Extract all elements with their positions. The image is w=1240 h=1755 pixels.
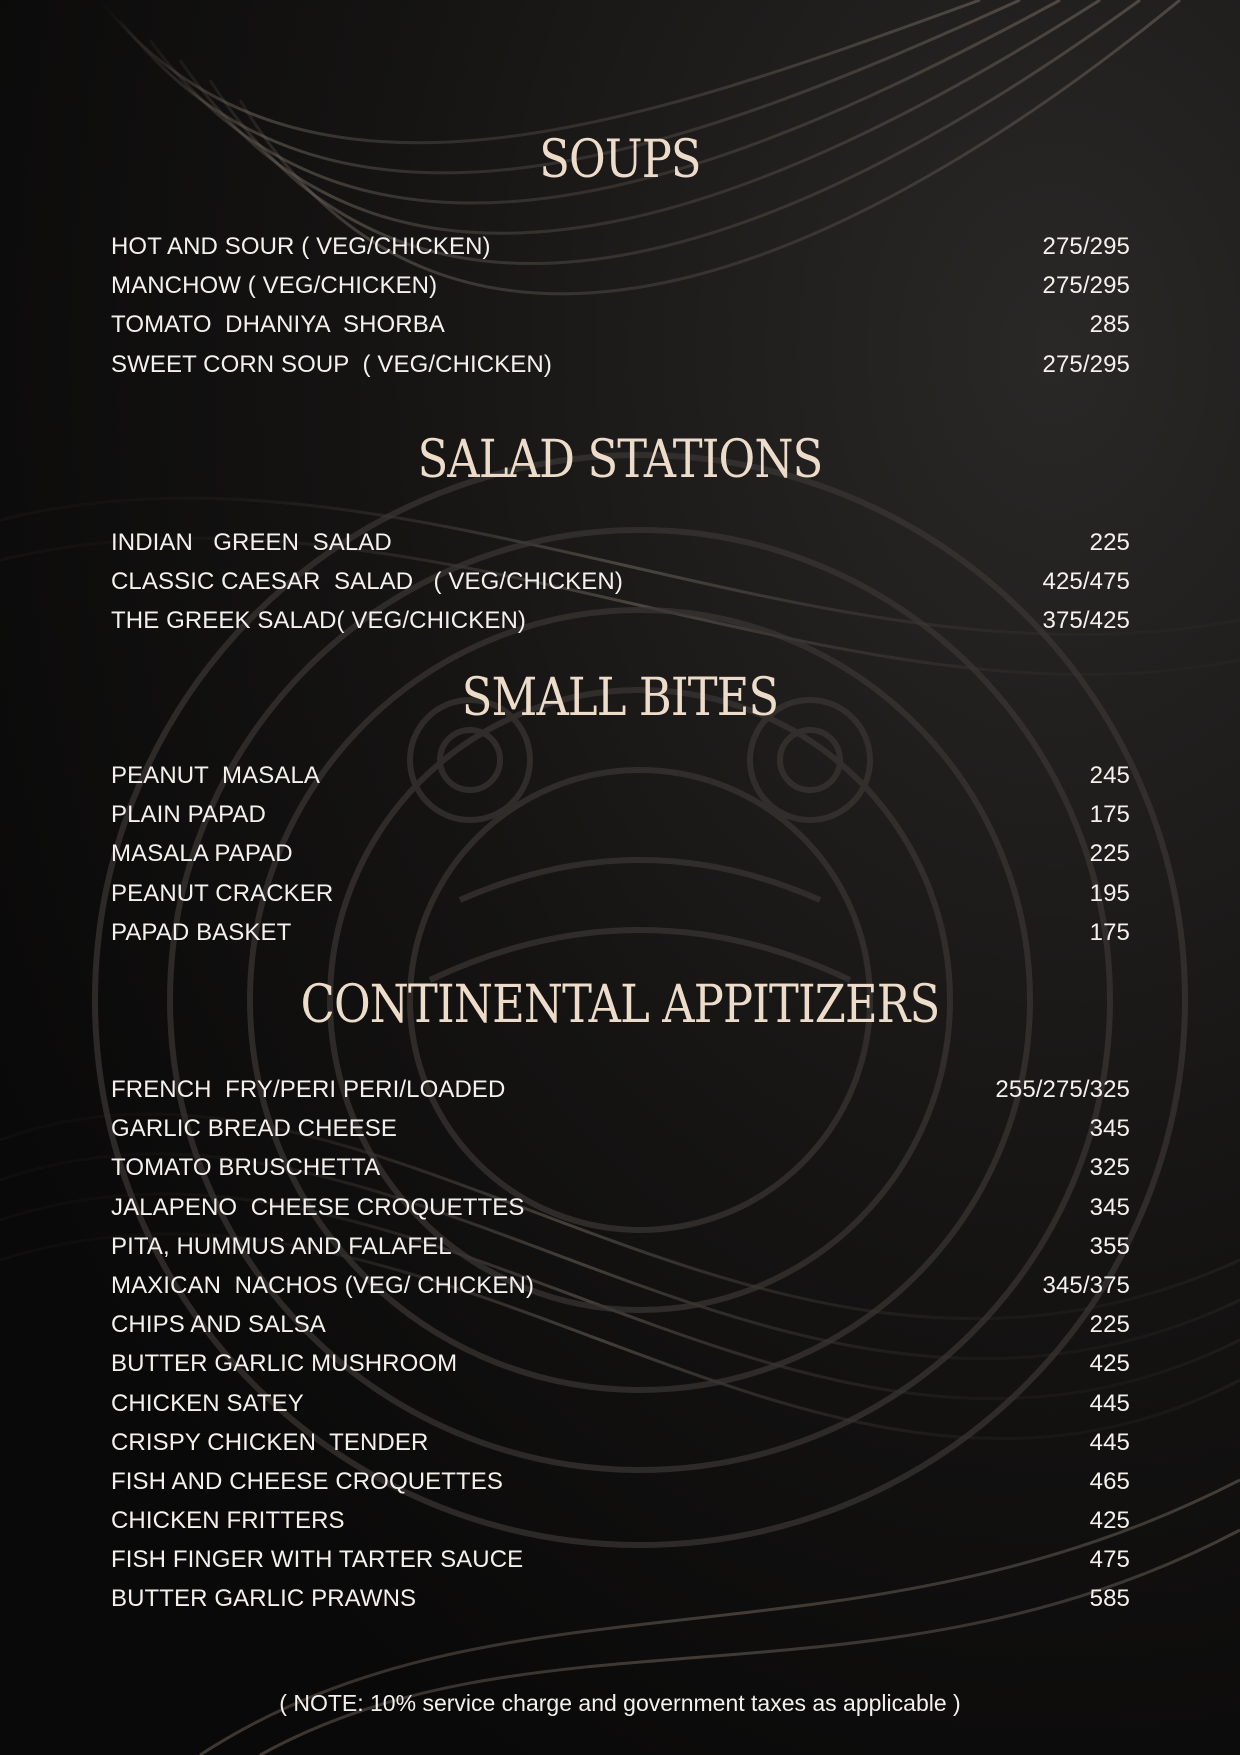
menu-item [111,1540,1130,1579]
menu-item [111,1188,1130,1227]
item-price: 445 [1089,1389,1130,1417]
menu-item [111,834,1130,873]
service-charge-note: ( NOTE: 10% service charge and government taxes as applicable ) [279,1690,961,1716]
section-title-salad-stations: SALAD STATIONS [417,430,823,490]
item-name: SWEET CORN SOUP ( VEG/CHICKEN) [111,350,552,378]
item-name: PITA, HUMMUS AND FALAFEL [111,1232,452,1260]
item-name: FISH AND CHEESE CROQUETTES [111,1467,503,1495]
menu-item [111,1070,1130,1109]
menu-item [111,227,1130,266]
continental-appitizers-list [111,1070,1130,1619]
item-name: HOT AND SOUR ( VEG/CHICKEN) [111,233,491,260]
salad-stations-list [111,523,1130,641]
item-price: 445 [1089,1428,1130,1456]
item-price: 355 [1089,1232,1130,1260]
item-name: PEANUT CRACKER [111,879,334,907]
item-name: CRISPY CHICKEN TENDER [111,1428,429,1456]
item-price: 425 [1089,1507,1130,1535]
item-price: 275/295 [1042,272,1130,300]
item-name: CHICKEN FRITTERS [111,1507,345,1535]
menu-item [111,345,1130,384]
menu-item [111,1227,1130,1266]
item-name: PAPAD BASKET [111,918,292,946]
menu-item [111,756,1130,795]
menu-item [111,1384,1130,1423]
menu-item [111,305,1130,344]
item-name: FRENCH FRY/PERI PERI/LOADED [111,1076,506,1103]
menu-item [111,1423,1130,1462]
item-name: INDIAN GREEN SALAD [111,529,392,556]
item-name: CHICKEN SATEY [111,1389,304,1417]
section-title-small-bites: SMALL BITES [461,668,779,728]
item-name: GARLIC BREAD CHEESE [111,1115,397,1143]
item-name: FISH FINGER WITH TARTER SAUCE [111,1546,524,1574]
item-name: MANCHOW ( VEG/CHICKEN) [111,272,438,300]
menu-item [111,1109,1130,1148]
menu-item [111,1344,1130,1383]
item-price: 225 [1089,840,1130,868]
item-name: PLAIN PAPAD [111,801,266,829]
item-price: 345 [1089,1193,1130,1221]
menu-item [111,1579,1130,1618]
section-title-soups: SOUPS [539,130,701,190]
item-price: 425 [1089,1350,1130,1378]
item-price: 285 [1089,311,1130,339]
item-name: BUTTER GARLIC MUSHROOM [111,1350,458,1378]
menu-item [111,266,1130,305]
menu-item [111,562,1130,601]
item-name: THE GREEK SALAD( VEG/CHICKEN) [111,607,526,635]
item-price: 225 [1089,529,1130,556]
item-price: 465 [1089,1467,1130,1495]
menu-item [111,601,1130,640]
item-price: 345/375 [1042,1271,1130,1299]
item-name: CHIPS AND SALSA [111,1311,326,1339]
menu-item [111,1148,1130,1187]
item-name: TOMATO BRUSCHETTA [111,1154,381,1182]
menu-item [111,1305,1130,1344]
menu-item [111,795,1130,834]
item-price: 475 [1089,1546,1130,1574]
item-price: 175 [1089,918,1130,946]
item-name: MASALA PAPAD [111,840,293,868]
item-name: TOMATO DHANIYA SHORBA [111,311,445,339]
item-name: BUTTER GARLIC PRAWNS [111,1585,417,1613]
menu-item [111,1462,1130,1501]
small-bites-list [111,756,1130,952]
menu-item [111,874,1130,913]
item-price: 425/475 [1042,568,1130,596]
menu-item [111,523,1130,562]
item-price: 585 [1089,1585,1130,1613]
item-price: 255/275/325 [995,1076,1130,1103]
menu-item [111,913,1130,952]
section-title-continental-appitizers: CONTINENTAL APPITIZERS [300,975,940,1035]
item-price: 275/295 [1042,233,1130,260]
item-price: 345 [1089,1115,1130,1143]
item-price: 225 [1089,1311,1130,1339]
soups-list [111,227,1130,384]
item-name: JALAPENO CHEESE CROQUETTES [111,1193,525,1221]
item-price: 275/295 [1042,350,1130,378]
item-price: 195 [1089,879,1130,907]
item-price: 325 [1089,1154,1130,1182]
item-price: 175 [1089,801,1130,829]
menu-item [111,1501,1130,1540]
item-name: PEANUT MASALA [111,762,321,789]
item-name: MAXICAN NACHOS (VEG/ CHICKEN) [111,1271,535,1299]
item-name: CLASSIC CAESAR SALAD ( VEG/CHICKEN) [111,568,623,596]
item-price: 375/425 [1042,607,1130,635]
item-price: 245 [1089,762,1130,789]
menu-item [111,1266,1130,1305]
